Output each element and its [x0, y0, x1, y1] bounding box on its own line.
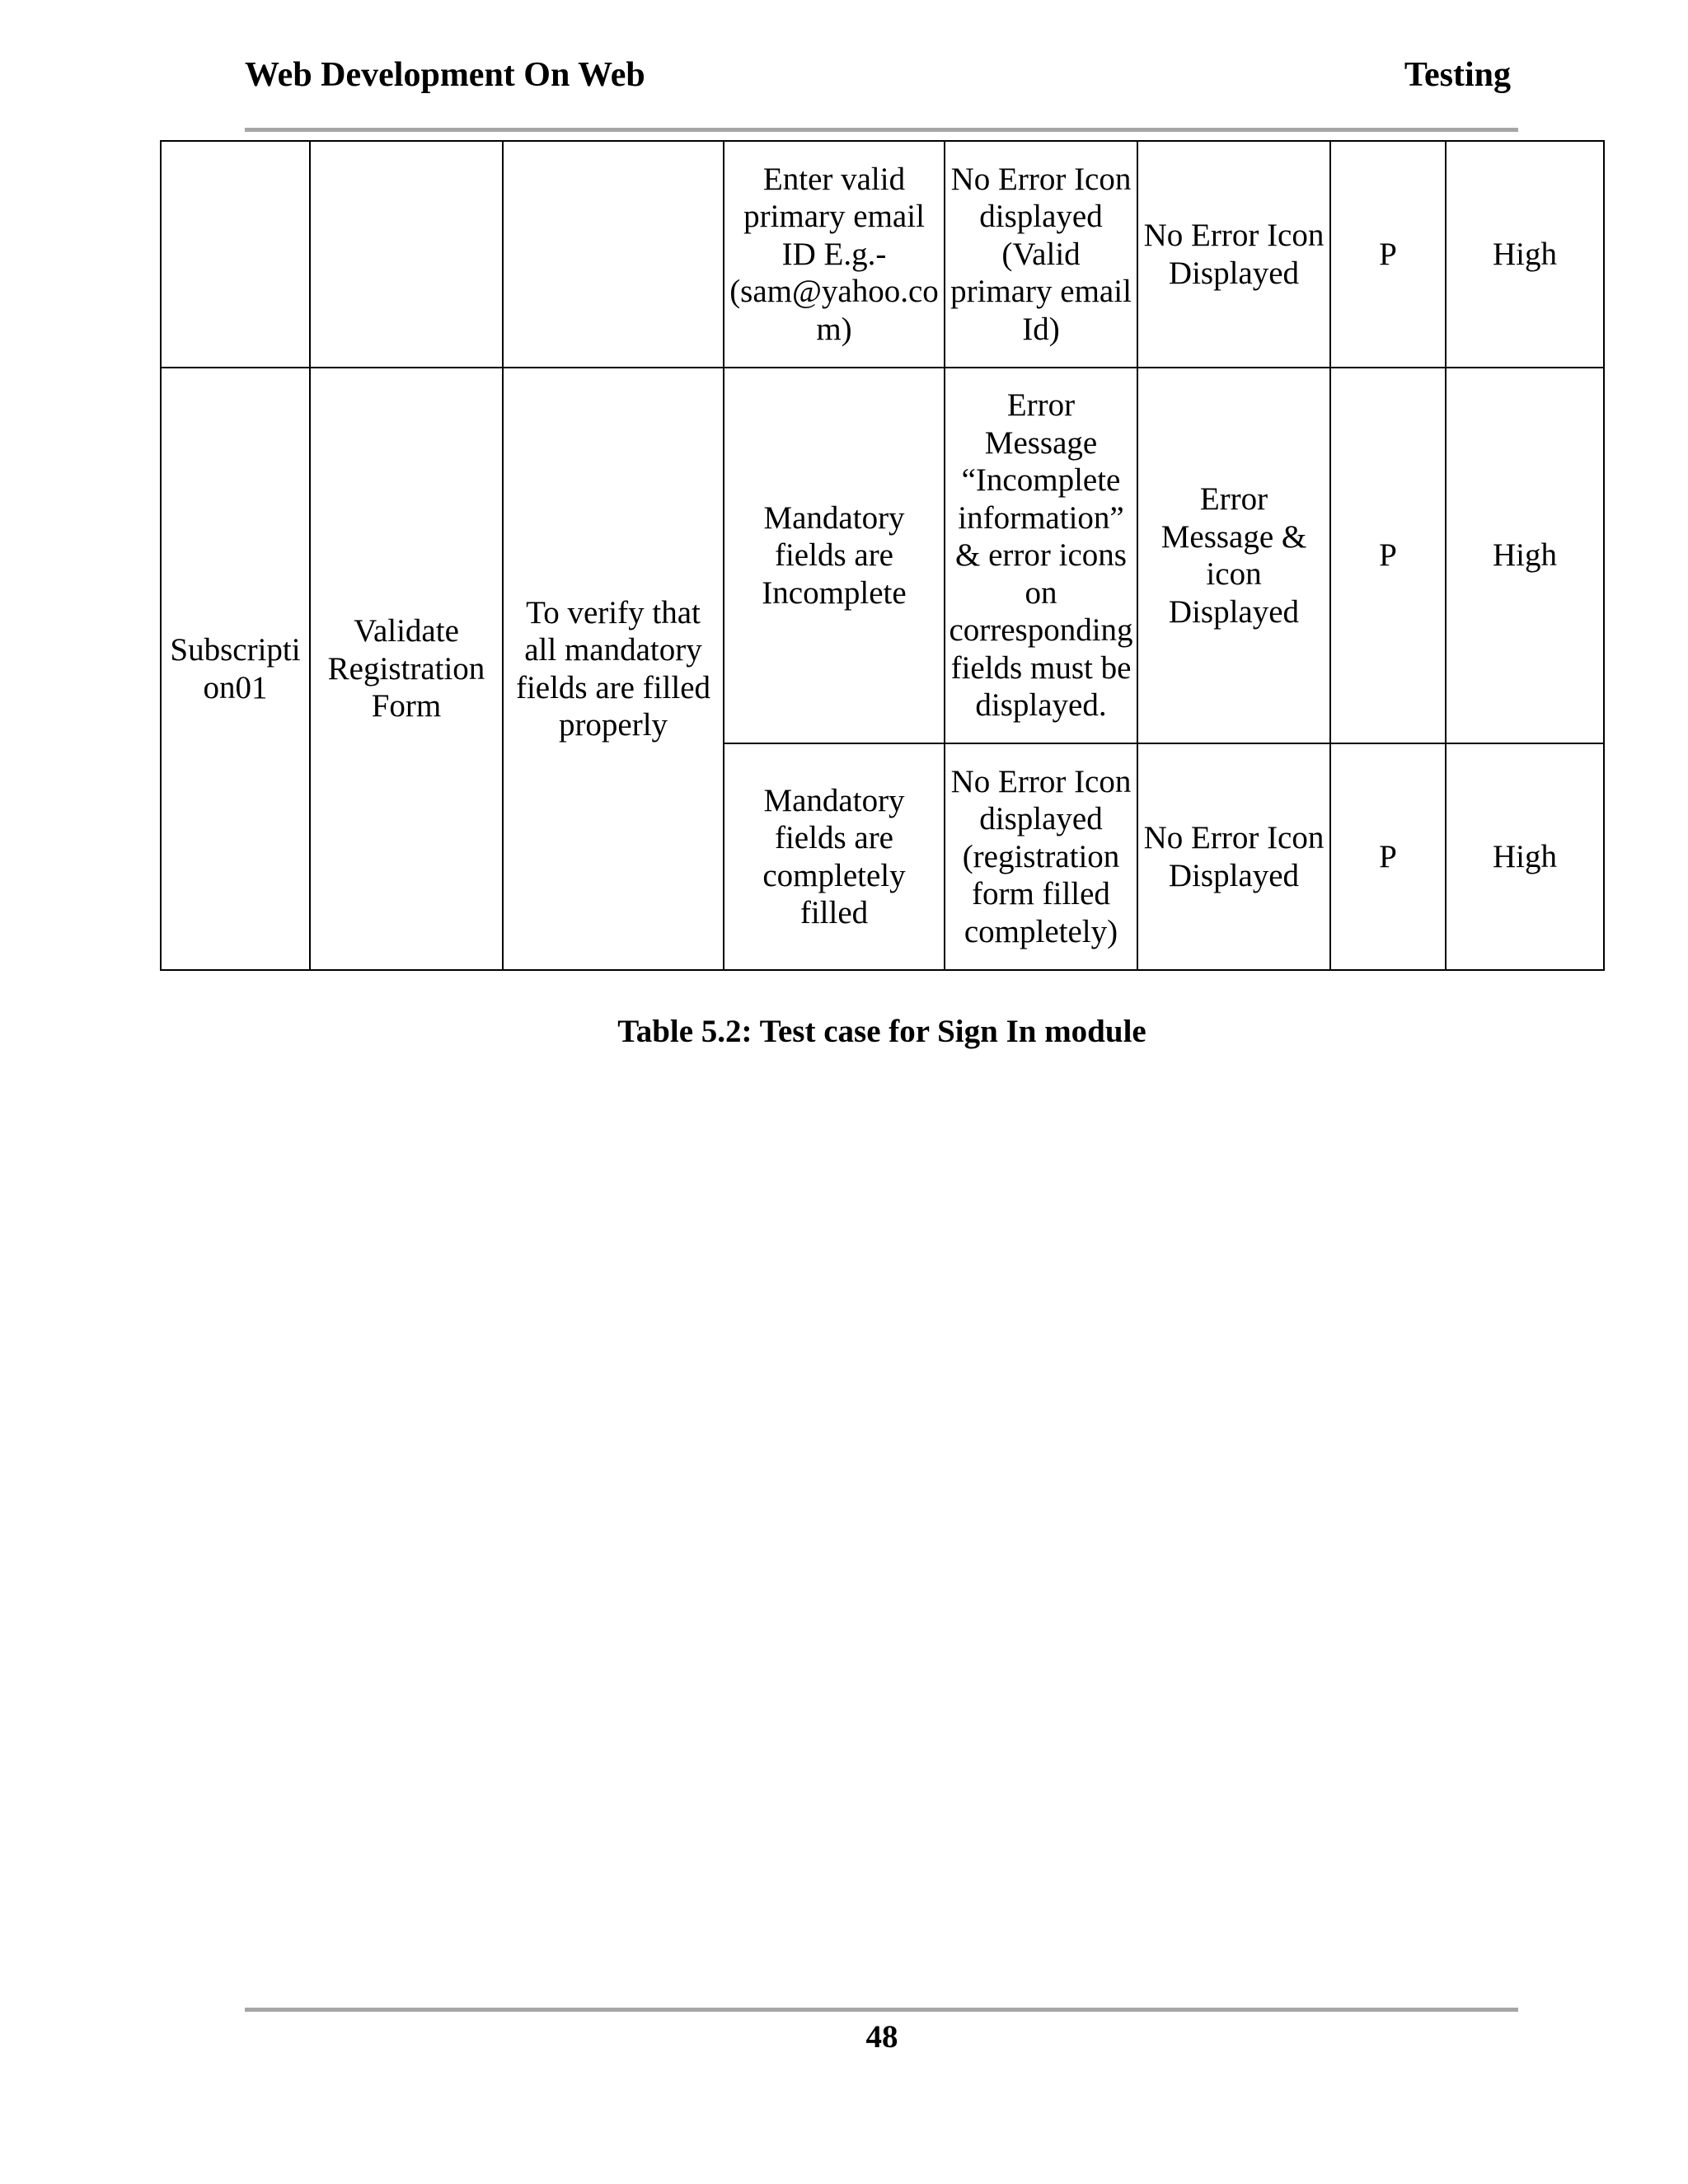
priority-cell: High — [1446, 141, 1604, 368]
test-case-id-cell — [161, 141, 310, 368]
actual-result-cell: Error Message & icon Displayed — [1137, 368, 1330, 743]
document-title: Web Development On Web — [245, 56, 645, 94]
table-caption: Table 5.2: Test case for Sign In module — [617, 1014, 1146, 1049]
status-cell: P — [1330, 141, 1446, 368]
header-divider — [245, 128, 1518, 132]
expected-result-cell: No Error Icon displayed (Valid primary email Id) — [945, 141, 1137, 368]
test-steps-cell: Enter valid primary email ID E.g.- (sam@yahoo.com) — [724, 141, 945, 368]
expected-result-cell: Error Message “Incomplete information” & error icons on corresponding fields must be displayed. — [945, 368, 1137, 743]
table-row — [161, 141, 1604, 368]
test-case-table — [160, 140, 1605, 971]
table-row — [161, 368, 1604, 743]
description-cell — [503, 141, 724, 368]
test-steps-cell: Mandatory fields are Incomplete — [724, 368, 945, 743]
expected-result-cell: No Error Icon displayed (registration form filled completely) — [945, 743, 1137, 970]
test-case-name-cell: Validate Registration Form — [310, 368, 503, 970]
status-cell: P — [1330, 743, 1446, 970]
test-steps-cell: Mandatory fields are completely filled — [724, 743, 945, 970]
priority-cell: High — [1446, 743, 1604, 970]
priority-cell: High — [1446, 368, 1604, 743]
section-title: Testing — [1404, 56, 1511, 94]
actual-result-cell: No Error Icon Displayed — [1137, 743, 1330, 970]
test-case-id-cell: Subscription01 — [161, 368, 310, 970]
actual-result-cell: No Error Icon Displayed — [1137, 141, 1330, 368]
test-case-name-cell — [310, 141, 503, 368]
description-cell: To verify that all mandatory fields are filled properly — [503, 368, 724, 970]
footer-divider — [245, 2008, 1518, 2012]
status-cell: P — [1330, 368, 1446, 743]
page-number: 48 — [865, 2019, 898, 2055]
